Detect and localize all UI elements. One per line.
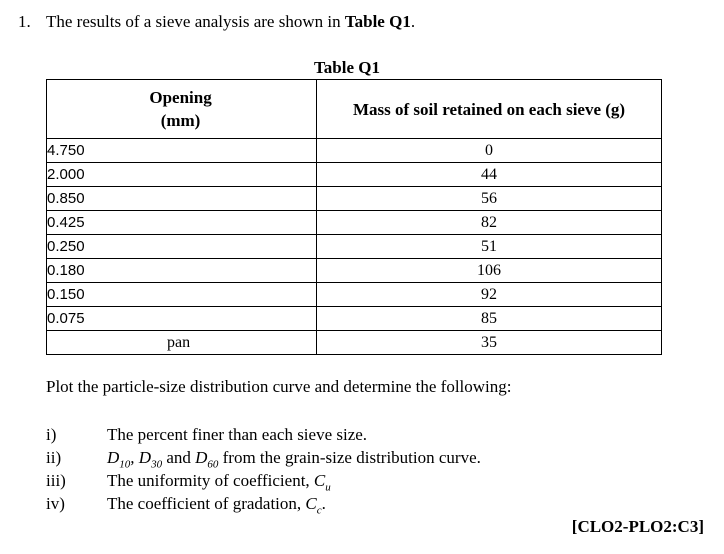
question-number: 1. — [18, 12, 31, 31]
opening-cell: 0.250 — [47, 235, 317, 259]
outcome-tag: [CLO2-PLO2:C3] — [571, 517, 704, 536]
mass-cell: 92 — [317, 283, 662, 307]
cu-symbol: C — [313, 471, 326, 490]
mass-cell: 51 — [317, 235, 662, 259]
table-row — [47, 163, 662, 187]
opening-cell: 0.180 — [47, 259, 317, 283]
d60-symbol: D — [195, 448, 208, 467]
cc-symbol: C — [305, 494, 317, 513]
mass-cell: 106 — [317, 259, 662, 283]
task-marker: ii) — [46, 448, 62, 467]
task-text: The coefficient of gradation, — [107, 494, 306, 513]
list-item — [46, 469, 481, 492]
list-item — [46, 492, 481, 515]
d30-symbol: D — [138, 448, 152, 467]
table-row — [47, 283, 662, 307]
opening-cell: pan — [47, 331, 317, 355]
task-text: The percent finer than each sieve size. — [107, 425, 368, 444]
header-mass: Mass of soil retained on each sieve (g) — [317, 80, 662, 139]
task-text: from the grain-size distribution curve. — [218, 448, 481, 467]
opening-cell: 0.850 — [47, 187, 317, 211]
d10-symbol: D — [107, 448, 120, 467]
task-marker: iv) — [46, 494, 65, 513]
table-caption: Table Q1 — [314, 58, 380, 77]
table-row — [47, 307, 662, 331]
mass-cell: 35 — [317, 331, 662, 355]
question-statement — [18, 12, 415, 32]
opening-cell: 0.150 — [47, 283, 317, 307]
sieve-analysis-table — [46, 79, 662, 355]
separator: , — [130, 448, 139, 467]
list-item — [46, 446, 481, 469]
table-row — [47, 259, 662, 283]
mass-cell: 85 — [317, 307, 662, 331]
task-marker: iii) — [46, 471, 66, 490]
question-table-ref: Table Q1 — [344, 12, 411, 31]
cc-subscript: c — [316, 504, 322, 517]
question-suffix: . — [410, 12, 416, 31]
table-row — [47, 211, 662, 235]
d10-subscript: 10 — [119, 458, 131, 471]
d30-subscript: 30 — [151, 458, 163, 471]
cu-subscript: u — [325, 481, 331, 494]
table-row — [47, 235, 662, 259]
header-opening — [47, 80, 317, 139]
opening-cell: 0.425 — [47, 211, 317, 235]
table-row — [47, 139, 662, 163]
task-end: . — [321, 494, 326, 513]
table-header-row — [47, 80, 662, 139]
mass-cell: 44 — [317, 163, 662, 187]
opening-cell: 2.000 — [47, 163, 317, 187]
task-list — [46, 423, 481, 515]
opening-cell: 0.075 — [47, 307, 317, 331]
mass-cell: 56 — [317, 187, 662, 211]
and-text: and — [162, 448, 196, 467]
instruction-text: Plot the particle-size distribution curve and determine the following: — [46, 377, 512, 396]
header-opening-line2: (mm) — [160, 111, 201, 130]
header-opening-line1: Opening — [149, 88, 212, 107]
question-text: The results of a sieve analysis are shown in — [46, 12, 345, 31]
mass-cell: 0 — [317, 139, 662, 163]
table-row — [47, 187, 662, 211]
opening-cell: 4.750 — [47, 139, 317, 163]
table-row — [47, 331, 662, 355]
mass-cell: 82 — [317, 211, 662, 235]
task-marker: i) — [46, 425, 57, 444]
d60-subscript: 60 — [207, 458, 219, 471]
list-item — [46, 423, 481, 446]
task-text: The uniformity of coefficient, — [107, 471, 314, 490]
